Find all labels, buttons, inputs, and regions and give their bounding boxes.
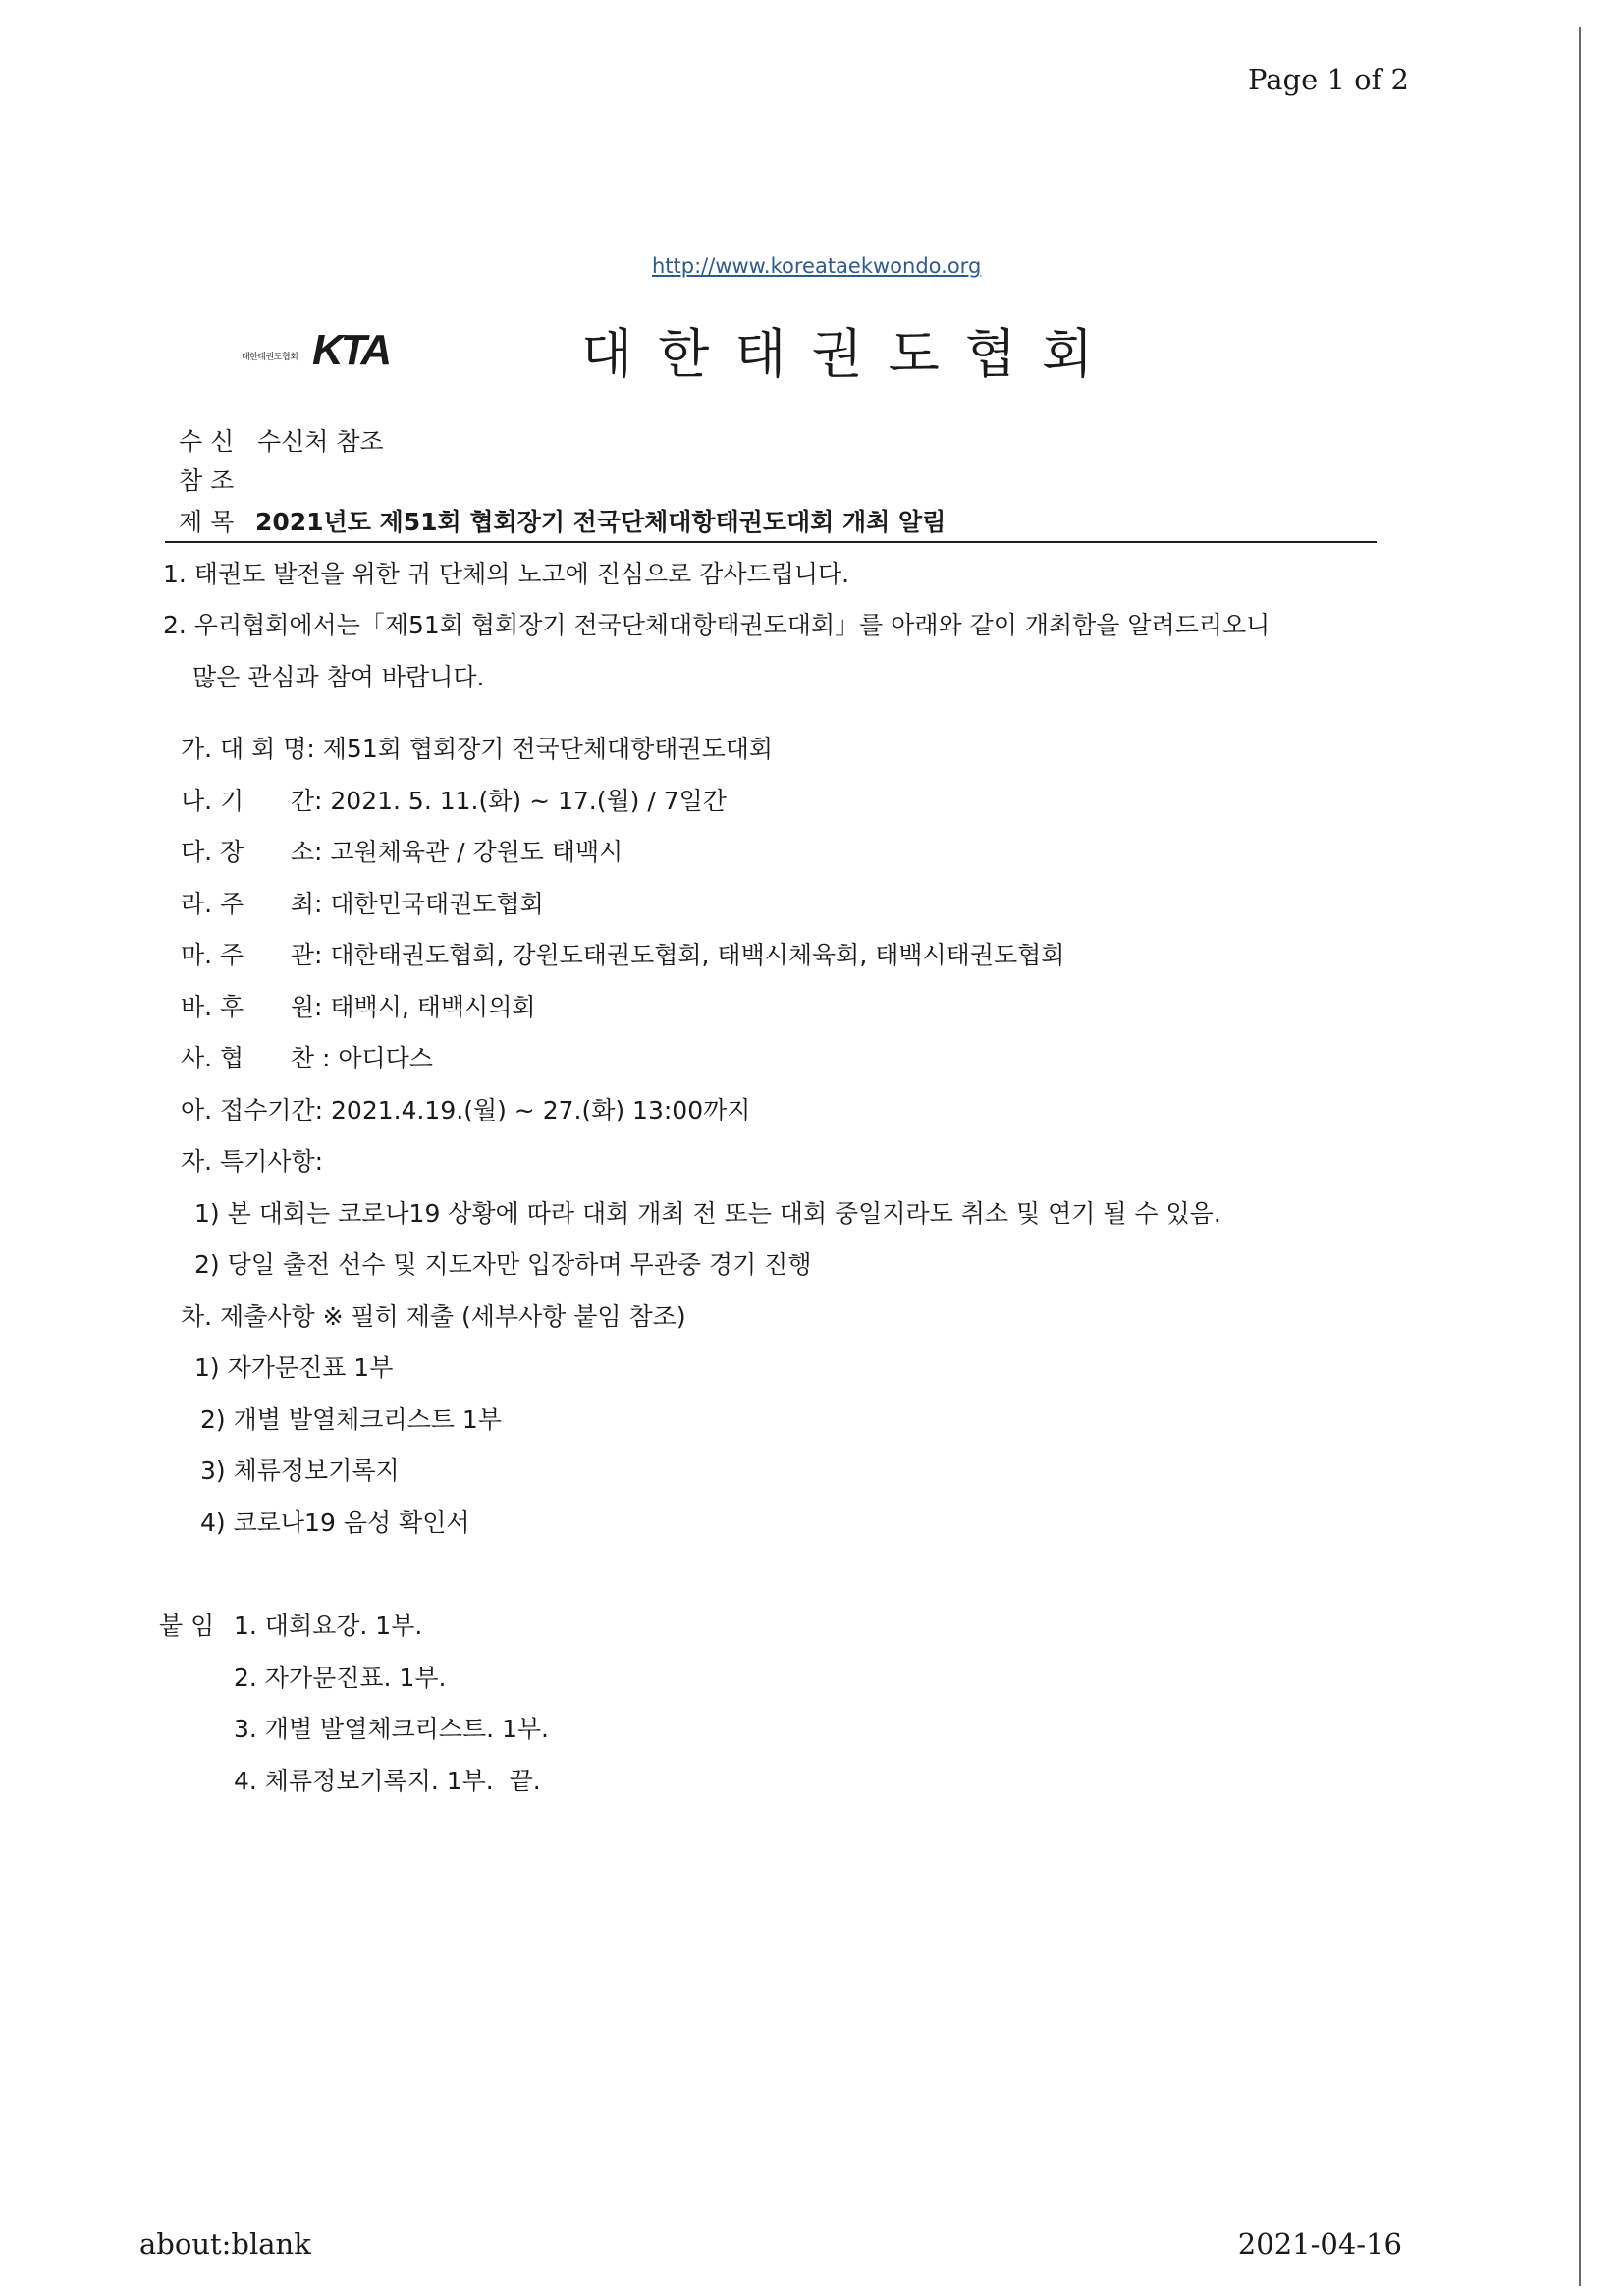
detail-item: 나. 기 간: 2021. 5. 11.(화) ~ 17.(월) / 7일간: [181, 787, 727, 815]
kta-logo: [242, 326, 389, 375]
detail-item: 바. 후 원: 태백시, 태백시의회: [181, 993, 536, 1021]
attachment-item: 1. 대회요강. 1부.: [234, 1612, 423, 1640]
logo-small-text: 대한태권도협회: [242, 353, 298, 362]
detail-item: 차. 제출사항 ※ 필히 제출 (세부사항 붙임 참조): [181, 1302, 686, 1331]
detail-item: 사. 협 찬 : 아디다스: [181, 1044, 433, 1072]
detail-subitem: 2) 개별 발열체크리스트 1부: [200, 1405, 502, 1434]
attachment-item: 3. 개별 발열체크리스트. 1부.: [234, 1715, 549, 1743]
logo-kta-text: KTA: [312, 326, 390, 374]
footer-date: 2021-04-16: [1237, 2227, 1402, 2261]
attachment-item: 4. 체류정보기록지. 1부. 끝.: [234, 1767, 541, 1795]
attachments-label: 붙 임: [159, 1612, 215, 1640]
paragraph-2: 2. 우리협회에서는「제51회 협회장기 전국단체대항태권도대회」를 아래와 같이 개최함을 알려드리오니: [163, 611, 1271, 639]
page-edge: [1579, 27, 1581, 2286]
detail-subitem: 4) 코로나19 음성 확인서: [200, 1508, 470, 1537]
footer-url: about:blank: [139, 2227, 311, 2261]
detail-item: 다. 장 소: 고원체육관 / 강원도 태백시: [181, 838, 623, 866]
site-url-link[interactable]: http://www.koreataekwondo.org: [652, 254, 982, 278]
detail-item: 라. 주 최: 대한민국태권도협회: [181, 890, 544, 918]
detail-item: 가. 대 회 명: 제51회 협회장기 전국단체대항태권도대회: [181, 735, 774, 763]
attachment-item: 2. 자가문진표. 1부.: [234, 1664, 447, 1692]
recipient-value: 수신처 참조: [257, 427, 384, 456]
subject-value: 2021년도 제51회 협회장기 전국단체대항태권도대회 개최 알림: [255, 508, 947, 536]
header-divider: [165, 541, 1377, 543]
detail-item: 마. 주 관: 대한태권도협회, 강원도태권도협회, 태백시체육회, 태백시태권도협회: [181, 941, 1065, 969]
paragraph-2-cont: 많은 관심과 참여 바랍니다.: [192, 663, 485, 691]
reference-label: 참 조: [179, 466, 235, 495]
paragraph-1: 1. 태권도 발전을 위한 귀 단체의 노고에 진심으로 감사드립니다.: [163, 560, 850, 588]
recipient-label: 수 신: [179, 427, 235, 456]
detail-subitem: 1) 본 대회는 코로나19 상황에 따라 대회 개최 전 또는 대회 중일지라도 취소 및 연기 될 수 있음.: [194, 1199, 1221, 1228]
detail-subitem: 2) 당일 출전 선수 및 지도자만 입장하며 무관중 경기 진행: [194, 1250, 812, 1279]
subject-label: 제 목: [179, 508, 235, 536]
org-title: 대한태권도협회: [581, 323, 1119, 385]
page-indicator: Page 1 of 2: [1248, 63, 1409, 96]
detail-subitem: 1) 자가문진표 1부: [194, 1353, 394, 1382]
detail-item: 아. 접수기간: 2021.4.19.(월) ~ 27.(화) 13:00까지: [181, 1096, 751, 1124]
detail-item: 자. 특기사항:: [181, 1147, 324, 1175]
detail-subitem: 3) 체류정보기록지: [200, 1456, 400, 1485]
